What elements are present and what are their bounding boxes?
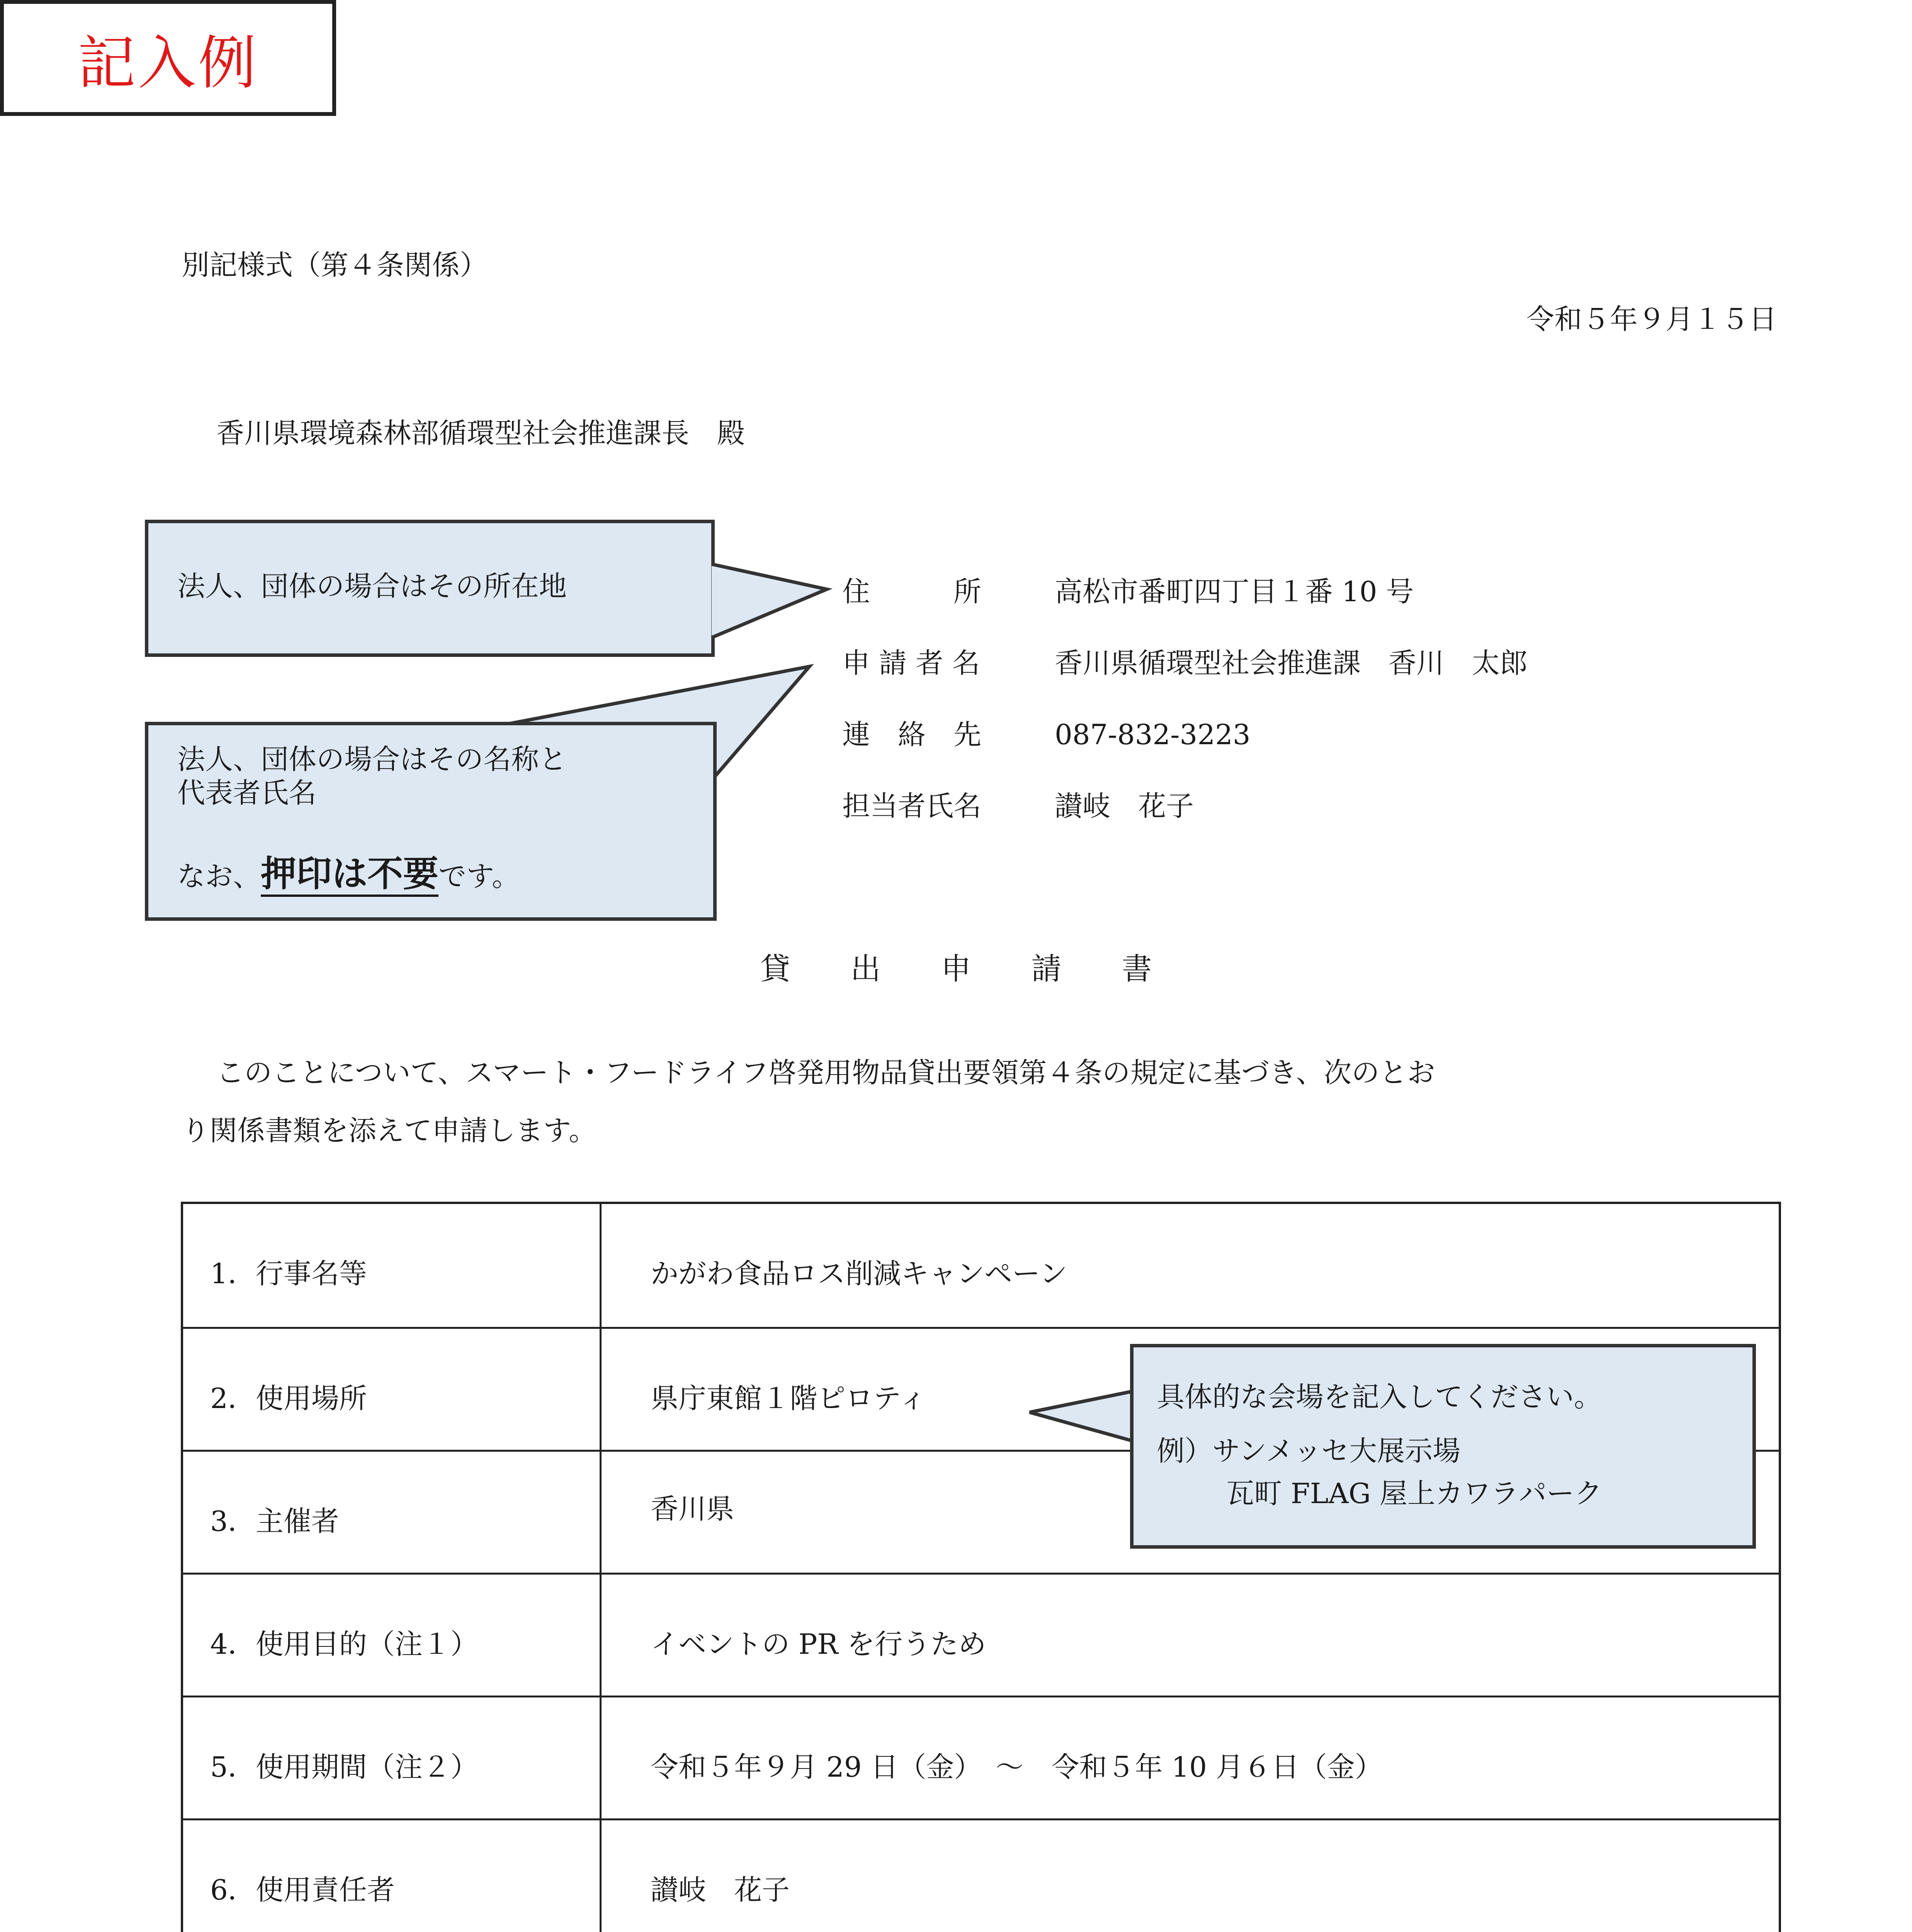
address-value: 高松市番町四丁目１番 10 号 xyxy=(1055,575,1414,608)
row-value: 令和５年９月 29 日（金） ～ 令和５年 10 月６日（金） xyxy=(651,1751,1383,1783)
callout-venue-line3: 瓦町 FLAG 屋上カワラパーク xyxy=(1226,1477,1603,1510)
row-label: 6．使用責任者 xyxy=(210,1874,395,1906)
addressee: 香川県環境森林部循環型社会推進課長 殿 xyxy=(216,417,745,449)
row-label: 4．使用目的（注１） xyxy=(210,1628,478,1660)
callout-name-line2: 代表者氏名 xyxy=(177,777,317,809)
row-value: かがわ食品ロス削減キャンペーン xyxy=(651,1257,1067,1290)
table-row-responsible xyxy=(183,1818,1779,1932)
callout-seal-bold: 押印は不要 xyxy=(261,853,438,897)
address-label: 住 所 xyxy=(842,575,982,608)
callout-seal-pre: なお、 xyxy=(177,860,261,893)
callout-venue-line2: 例）サンメッセ大展示場 xyxy=(1157,1435,1461,1467)
person-in-charge-value: 讃岐 花子 xyxy=(1055,790,1194,822)
intro-line-1: このことについて、スマート・フードライフ啓発用物品貸出要領第４条の規定に基づき、次のとお xyxy=(216,1056,1435,1089)
contact-value: 087-832-3223 xyxy=(1055,718,1251,751)
sample-stamp-text: 記入例 xyxy=(77,30,258,97)
applicant-name-label: 申 請 者 名 xyxy=(842,647,980,679)
row-value: 讃岐 花子 xyxy=(651,1874,790,1906)
callout-address-text: 法人、団体の場合はその所在地 xyxy=(177,570,567,602)
person-in-charge-label: 担当者氏名 xyxy=(842,790,982,822)
row-label: 5．使用期間（注２） xyxy=(210,1751,478,1783)
row-value: 県庁東館１階ピロティ xyxy=(651,1382,927,1415)
applicant-name-value: 香川県循環型社会推進課 香川 太郎 xyxy=(1055,647,1528,679)
table-row-event-name xyxy=(183,1204,1779,1327)
row-label: 3．主催者 xyxy=(210,1505,339,1537)
callout-name-line1: 法人、団体の場合はその名称と xyxy=(177,743,567,776)
row-label: 2．使用場所 xyxy=(210,1382,367,1415)
callout-name-note xyxy=(145,722,717,921)
callout-seal-post: です。 xyxy=(438,860,520,893)
document-date: 令和５年９月１５日 xyxy=(1526,303,1777,335)
callout-venue-line1: 具体的な会場を記入してください。 xyxy=(1157,1381,1602,1413)
document-title: 貸 出 申 請 書 xyxy=(760,952,1152,986)
row-label: 1．行事名等 xyxy=(210,1257,367,1290)
row-value: イベントの PR を行うため xyxy=(651,1628,986,1660)
form-reference: 別記様式（第４条関係） xyxy=(182,249,488,281)
contact-label: 連 絡 先 xyxy=(842,718,982,751)
row-value: 香川県 xyxy=(651,1493,734,1525)
intro-line-2: り関係書類を添えて申請します。 xyxy=(182,1114,597,1147)
table-row-period xyxy=(183,1696,1779,1818)
application-table xyxy=(181,1202,1781,1932)
callout-venue-note xyxy=(1130,1344,1756,1549)
table-row-purpose xyxy=(183,1573,1779,1696)
callout-seal-note xyxy=(177,853,520,895)
